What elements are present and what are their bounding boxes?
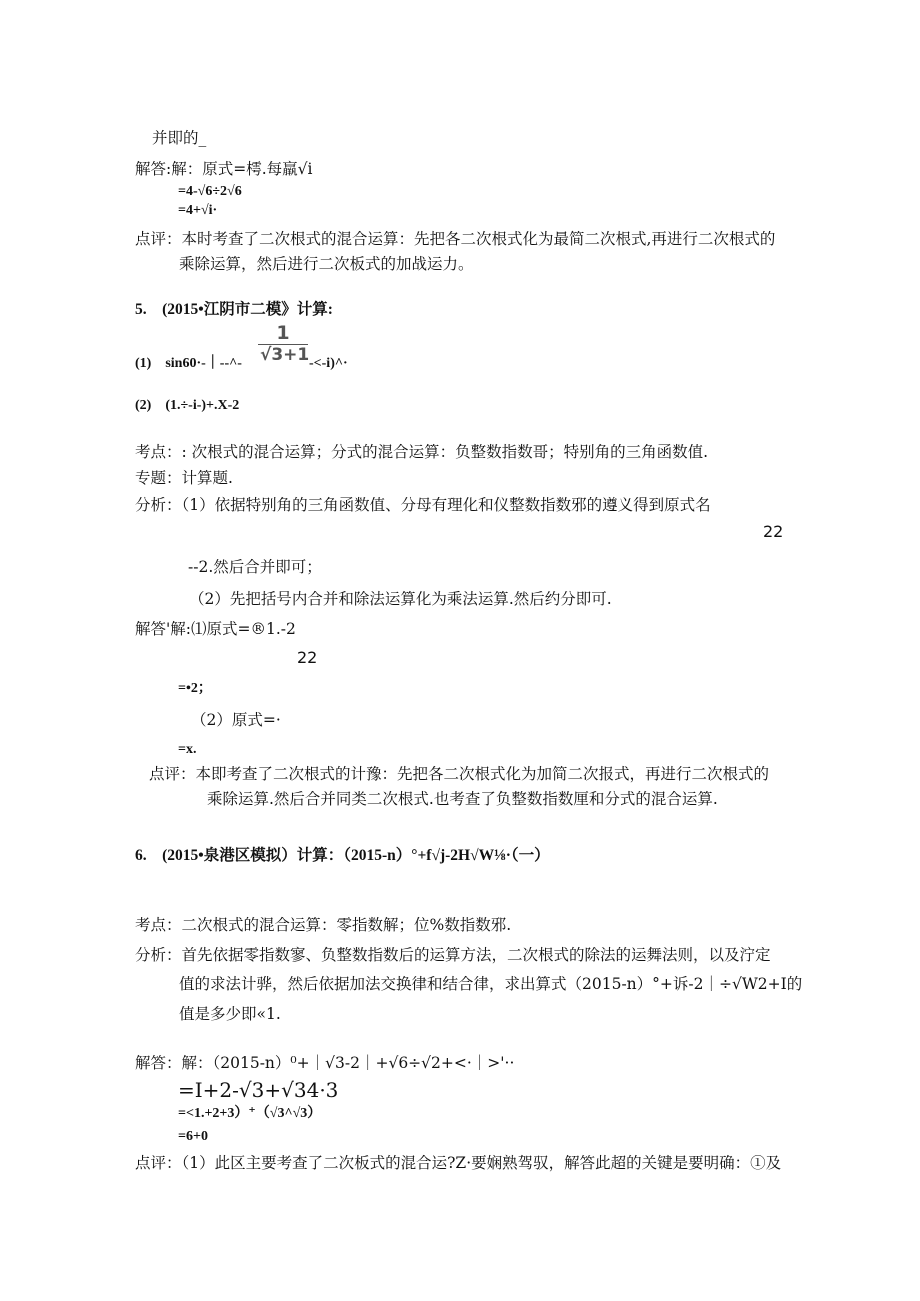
text-line: 解答：解：（2015-n）⁰+｜√3-2｜+√6÷√2+<·｜>'·· bbox=[135, 1054, 515, 1072]
text-line: 并即的_ bbox=[152, 129, 207, 147]
question-heading: 5. (2015•江阴市二模》计算: bbox=[135, 301, 333, 318]
text-line: 值的求法计骅，然后依据加法交换律和结合律，求出算式（2015-n）°+诉-2｜÷√W2+I的 bbox=[179, 975, 803, 993]
text-line: 专题：计算题. bbox=[135, 469, 233, 487]
stray-number: 22 bbox=[763, 522, 784, 541]
math-line: =x. bbox=[178, 742, 197, 757]
math-line: -<-i)^· bbox=[309, 356, 348, 371]
text-line: 考点：二次根式的混合运算：零指数解；位%数指数邪. bbox=[135, 916, 512, 934]
math-line: (2) (1.÷-i-)+.X-2 bbox=[135, 398, 240, 413]
math-line: =<1.+2+3）⁺（√3^√3） bbox=[178, 1106, 322, 1121]
question-heading: 6. (2015•泉港区模拟）计算：（2015-n）°+f√j-2H√W⅛·（一） bbox=[135, 847, 550, 864]
fraction-denominator: √3+1 bbox=[260, 345, 310, 365]
text-line: 值是多少即«1. bbox=[179, 1005, 281, 1023]
math-line: =•2； bbox=[178, 681, 212, 696]
math-line: =4-√6÷2√6 bbox=[178, 184, 242, 199]
math-line: =6+0 bbox=[178, 1129, 208, 1144]
fraction-image bbox=[258, 322, 308, 365]
text-line: 乘除运算，然后进行二次板式的加战运力。 bbox=[179, 255, 474, 273]
text-line: 考点：: 次根式的混合运算；分式的混合运算：负整数指数哥；特别角的三角函数值. bbox=[135, 443, 709, 461]
text-line: 点评：（1）此区主要考查了二次板式的混合运?Z·要娴熟驾驭，解答此超的关键是要明确：①及 bbox=[135, 1154, 782, 1172]
math-line: =I+2-√3+√34·3 bbox=[178, 1078, 339, 1102]
text-line: --2.然后合并即可； bbox=[188, 558, 322, 576]
stray-number: 22 bbox=[297, 648, 318, 667]
text-line: 乘除运算.然后合并同类二次根式.也考查了负整数指数厘和分式的混合运算. bbox=[207, 790, 718, 808]
text-line: 解答:解：原式=樗.每羸√i bbox=[135, 160, 313, 178]
text-line: 解答'解:⑴原式=®1.-2 bbox=[135, 620, 296, 638]
math-line: =4+√i· bbox=[178, 203, 218, 218]
text-line: 分析：（1）依据特别角的三角函数值、分母有理化和仪整数指数邪的遵义得到原式名 bbox=[135, 496, 711, 514]
text-line: 分析：首先依据零指数寥、负整数指数后的运算方法，二次根式的除法的运舞法则，以及泞定 bbox=[135, 946, 771, 964]
text-line: （2）原式=· bbox=[191, 711, 281, 729]
text-line: 点评：本时考查了二次根式的混合运算：先把各二次根式化为最简二次根式,再进行二次根式的 bbox=[135, 230, 776, 248]
text-line: （2）先把括号内合并和除法运算化为乘法运算.然后约分即可. bbox=[189, 590, 612, 608]
math-line: (1) sin60·-｜--^- bbox=[135, 356, 242, 371]
fraction-numerator: 1 bbox=[276, 322, 290, 344]
text-line: 点评：本即考查了二次根式的计豫：先把各二次根式化为加简二次报式，再进行二次根式的 bbox=[149, 765, 770, 783]
